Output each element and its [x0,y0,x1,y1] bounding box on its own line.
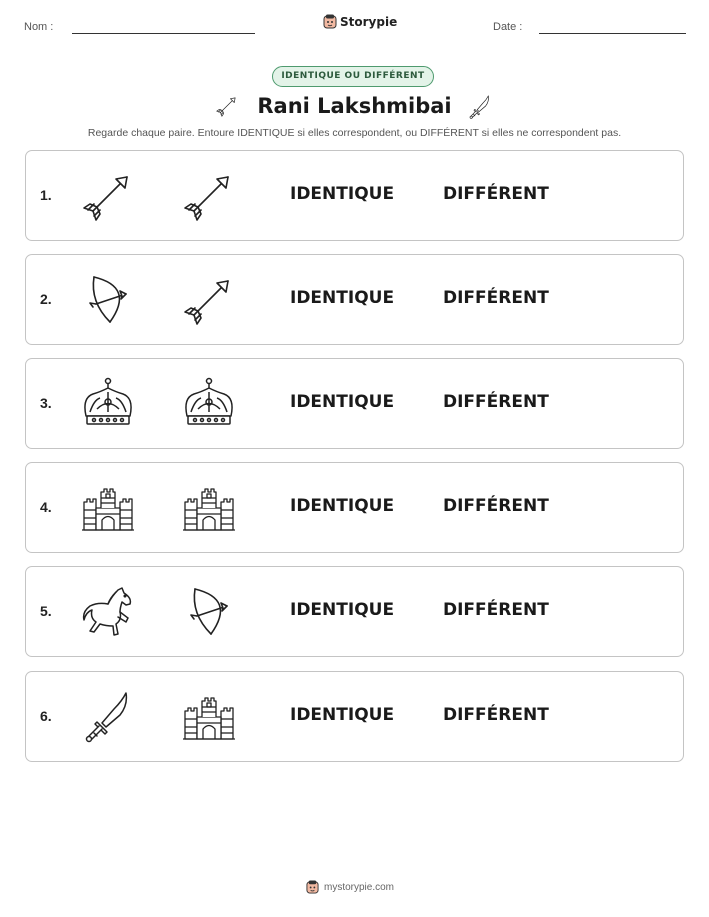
footer [306,880,394,894]
storypie-mascot-icon [323,14,337,29]
date-field[interactable] [539,33,686,34]
footer-url[interactable]: mystorypie.com [324,881,395,893]
row-number: 6. [40,708,52,724]
name-label: Nom : [24,21,54,33]
pair-row-4 [25,462,684,553]
sword-icon [466,94,494,120]
pair-row-3 [25,358,684,449]
date-label: Date : [493,21,523,33]
same-option[interactable]: IDENTIQUE [290,392,395,412]
crown-icon [80,376,136,432]
row-number: 5. [40,603,52,619]
page-title: Rani Lakshmibai [257,94,452,118]
different-option[interactable]: DIFFÉRENT [443,184,549,204]
bow-icon [181,584,237,640]
brand-name: Storypie [340,14,398,29]
different-option[interactable]: DIFFÉRENT [443,705,549,725]
same-option[interactable]: IDENTIQUE [290,184,395,204]
row-number: 3. [40,395,52,411]
brand-logo [323,14,397,29]
arrow-icon [181,168,237,224]
instructions: Regarde chaque paire. Entoure IDENTIQUE si elles correspondent, ou DIFFÉRENT si elles ne correspondent pas. [87,127,622,139]
pair-row-1 [25,150,684,241]
different-option[interactable]: DIFFÉRENT [443,392,549,412]
different-option[interactable]: DIFFÉRENT [443,496,549,516]
row-number: 1. [40,187,52,203]
sword-icon [80,689,136,745]
same-option[interactable]: IDENTIQUE [290,705,395,725]
castle-icon [181,480,237,536]
crown-icon [181,376,237,432]
pair-row-5 [25,566,684,657]
pair-row-6 [25,671,684,762]
same-option[interactable]: IDENTIQUE [290,600,395,620]
different-option[interactable]: DIFFÉRENT [443,600,549,620]
same-option[interactable]: IDENTIQUE [290,496,395,516]
row-number: 4. [40,499,52,515]
row-number: 2. [40,291,52,307]
name-field[interactable] [72,33,255,34]
pair-row-2 [25,254,684,345]
different-option[interactable]: DIFFÉRENT [443,288,549,308]
bow-icon [80,272,136,328]
storypie-mascot-icon [306,880,319,894]
arrow-icon [181,272,237,328]
arrow-icon [80,168,136,224]
same-option[interactable]: IDENTIQUE [290,288,395,308]
castle-icon [181,689,237,745]
worksheet-type-badge: IDENTIQUE OU DIFFÉRENT [272,66,434,87]
horse-icon [80,584,136,640]
castle-icon [80,480,136,536]
